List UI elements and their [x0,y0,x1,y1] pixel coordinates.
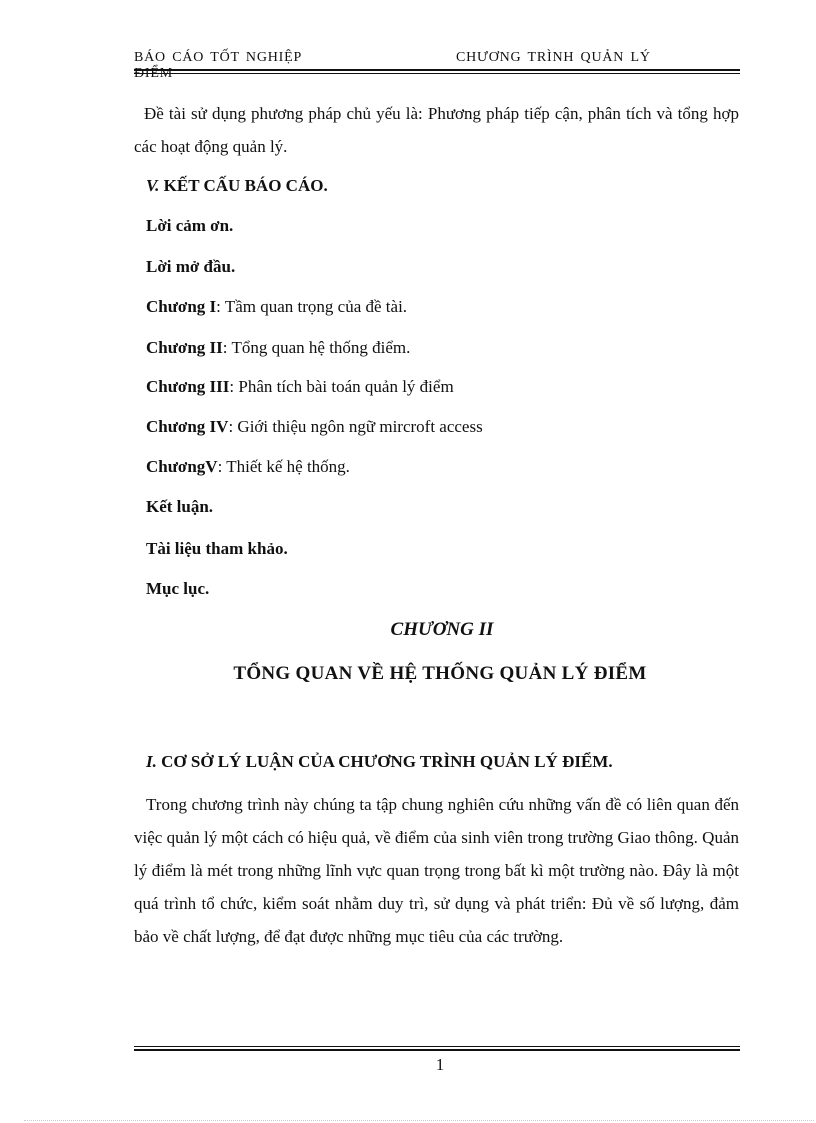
structure-item-label: Chương II [146,338,223,357]
structure-item [146,457,350,477]
intro-paragraph: Đề tài sử dụng phương pháp chủ yếu là: Phương pháp tiếp cận, phân tích và tổng hợp các hoạt động quản lý. [134,104,739,156]
structure-item [146,216,233,236]
page-bottom-border [24,1120,814,1121]
footer-rule [134,1046,740,1051]
structure-item-label: Kết luận. [146,497,214,516]
page-number: 1 [435,1055,445,1074]
structure-item-text: : Giới thiệu ngôn ngữ mircroft access [228,417,483,436]
structure-item-label: Lời mở đầu. [146,257,236,276]
section-v-heading [146,176,328,196]
body-paragraph: Trong chương trình này chúng ta tập chung nghiên cứu những vấn đề có liên quan đến việc quản lý một cách có hiệu quả, về điểm của sinh viên trong trường Giao thông. Quản lý điểm là mét trong những lĩnh vực quan trọng trong bất kì một trường nào. Đây là một quá trình tổ chức, kiểm soát nhằm duy trì, sử dụng và phát triển: Đủ về số lượng, đảm bảo về chất lượng, để đạt được những mục tiêu của các trường. [134,795,739,946]
structure-item-label: Mục lục. [146,579,210,598]
structure-item-text: : Tổng quan hệ thống điểm. [222,338,411,357]
section-i-heading [146,752,613,772]
header-left-title: BÁO CÁO TỐT NGHIỆP ĐIỂM [134,50,302,81]
structure-item [146,417,483,437]
structure-item [146,297,407,317]
structure-item-label: Tài liệu tham khảo. [146,539,288,558]
structure-item-text: : Thiết kế hệ thống. [217,457,350,476]
structure-item-text: : Tầm quan trọng của đề tài. [216,297,408,316]
structure-item-label: Lời cảm ơn. [146,216,234,235]
chapter-title: CHƯƠNG II [390,619,494,640]
section-v-title: KẾT CẤU BÁO CÁO. [163,176,328,195]
structure-item [146,338,410,358]
section-i-number: I. [146,752,157,771]
structure-item-text: : Phân tích bài toán quản lý điểm [229,377,454,396]
structure-item-label: Chương IV [146,417,229,436]
structure-item [146,579,209,599]
structure-item [146,497,213,517]
structure-item [146,539,288,559]
chapter-subtitle: TỔNG QUAN VỀ HỆ THỐNG QUẢN LÝ ĐIỂM [233,663,647,684]
structure-item-label: Chương I [146,297,217,316]
structure-item [146,257,235,277]
structure-item-label: ChươngV [146,457,218,476]
section-v-number: V. [146,176,160,195]
header-rule [134,69,740,74]
section-i-title: CƠ SỞ LÝ LUẬN CỦA CHƯƠNG TRÌNH QUẢN LÝ ĐIỂM. [161,752,613,771]
structure-item [146,377,454,397]
structure-item-label: Chương III [146,377,230,396]
page-header [134,46,740,86]
header-right-title: CHƯƠNG TRÌNH QUẢN LÝ [456,50,651,65]
